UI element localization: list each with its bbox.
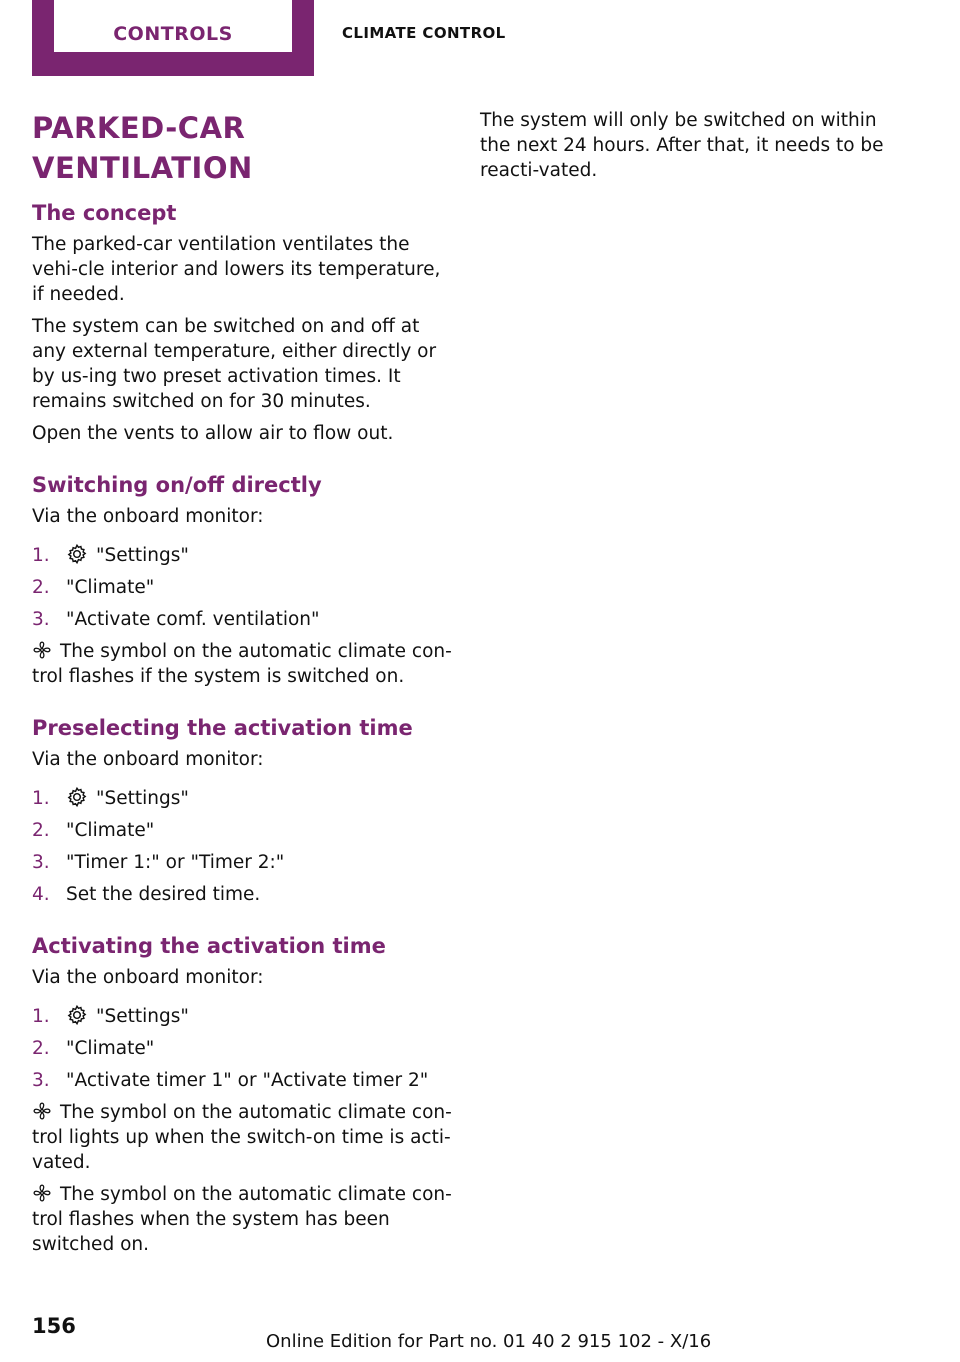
preselecting-steps — [32, 786, 452, 907]
gear-icon — [66, 543, 88, 565]
right-column — [480, 108, 900, 190]
activating-note-1: The symbol on the automatic climate con‐trol lights up when the switch-on time is acti‐vated. — [32, 1102, 452, 1173]
left-column — [32, 108, 452, 1264]
concept-paragraph-3: Open the vents to allow air to flow out. — [32, 423, 394, 444]
preselecting-intro: Via the onboard monitor: — [32, 749, 264, 770]
gear-icon — [66, 1004, 88, 1026]
page-number: 156 — [32, 1314, 76, 1338]
preselecting-heading: Preselecting the activation time — [32, 716, 413, 740]
activating-note-2: The symbol on the automatic climate con‐trol flashes when the system has been switched on. — [32, 1184, 452, 1255]
switching-note: The symbol on the automatic climate con‐trol flashes if the system is switched on. — [32, 641, 452, 687]
list-item: 1. "Settings" — [32, 788, 189, 809]
concept-heading: The concept — [32, 201, 177, 225]
list-item: 1. "Settings" — [32, 1006, 189, 1027]
fan-icon — [32, 1183, 52, 1203]
activating-heading: Activating the activation time — [32, 934, 386, 958]
concept-paragraph-1: The parked-car ventilation ventilates the vehi‐cle interior and lowers its temperature, if needed. — [32, 234, 441, 305]
chapter-tab-label: CONTROLS — [54, 0, 292, 52]
concept-paragraph-2: The system can be switched on and off at any external temperature, either directly or by us‐ing two preset activation times. It remains switched on for 30 minutes. — [32, 316, 437, 412]
list-item: 2. "Climate" — [32, 820, 155, 841]
switching-steps — [32, 543, 452, 632]
section-label: CLIMATE CONTROL — [342, 24, 506, 42]
gear-icon — [66, 786, 88, 808]
list-item: 3. "Activate comf. ventilation" — [32, 609, 320, 630]
list-item: 2. "Climate" — [32, 577, 155, 598]
fan-icon — [32, 1101, 52, 1121]
edition-footer: Online Edition for Part no. 01 40 2 915 102 - X/16 — [266, 1331, 712, 1352]
fan-icon — [32, 640, 52, 660]
activating-steps — [32, 1004, 452, 1093]
chapter-tab — [32, 0, 314, 76]
activating-intro: Via the onboard monitor: — [32, 967, 264, 988]
reactivation-note: The system will only be switched on within the next 24 hours. After that, it needs to be reacti‐vated. — [480, 110, 884, 181]
list-item: 4. Set the desired time. — [32, 884, 261, 905]
list-item: 1. "Settings" — [32, 545, 189, 566]
list-item: 2. "Climate" — [32, 1038, 155, 1059]
list-item: 3. "Timer 1:" or "Timer 2:" — [32, 852, 285, 873]
page-title: PARKED-CAR VENTILATION — [32, 111, 253, 185]
switching-intro: Via the onboard monitor: — [32, 506, 264, 527]
switching-heading: Switching on/off directly — [32, 473, 322, 497]
list-item: 3. "Activate timer 1" or "Activate timer 2" — [32, 1070, 429, 1091]
